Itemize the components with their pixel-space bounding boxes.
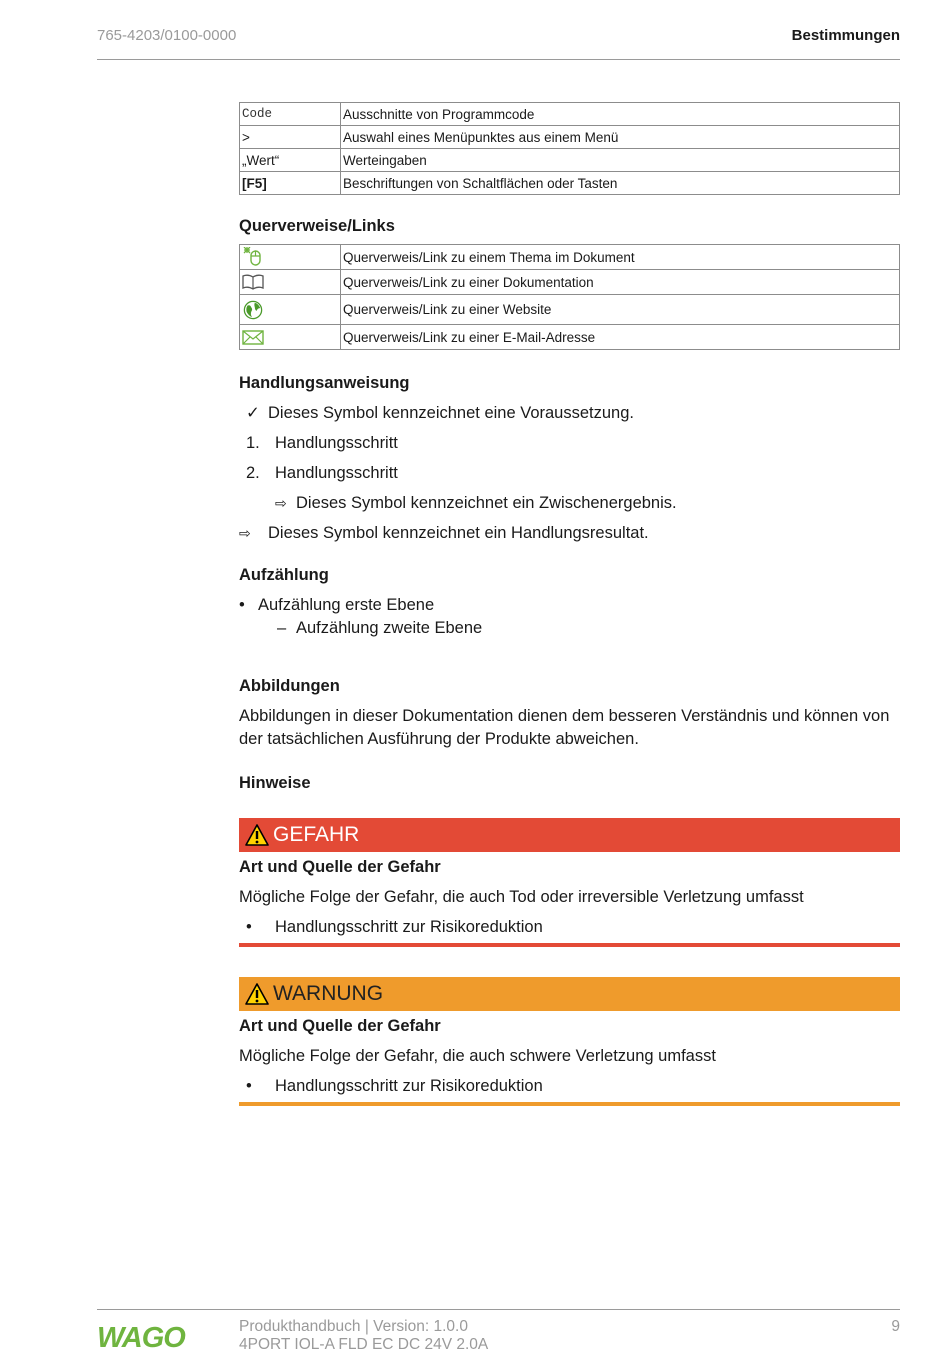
main-content [239,102,900,1106]
envelope-icon [242,327,264,347]
table-cell-description: Ausschnitte von Programmcode [341,103,900,126]
wago-logo [97,1322,195,1357]
danger-title: Art und Quelle der Gefahr [239,858,441,876]
links-table [239,244,900,350]
document-id: 765-4203/0100-0000 [97,27,237,44]
enumeration-heading: Aufzählung [239,566,329,584]
book-icon [242,272,264,292]
chapter-title: Bestimmungen [791,27,900,44]
table-row [240,295,900,325]
warning-measure-item: • Handlungsschritt zur Risikoreduktion [239,1075,900,1102]
table-row [240,126,900,149]
danger-measure-item: • Handlungsschritt zur Risikoreduktion [239,916,900,943]
list-item-level2: – Aufzählung zweite Ebene [239,617,900,640]
page-number: 9 [891,1318,900,1335]
instructions-heading: Handlungsanweisung [239,374,410,392]
footer-divider [97,1309,900,1310]
links-heading: Querverweise/Links [239,217,395,235]
precondition-item: ✓ Dieses Symbol kennzeichnet eine Voraussetzung. [239,402,900,432]
warning-title: Art und Quelle der Gefahr [239,1017,441,1035]
table-cell-term: Code [240,103,341,126]
bullet: • [246,1077,252,1095]
arrow-right-icon: ⇨ [275,495,287,511]
warning-triangle-icon [245,983,269,1005]
table-row [240,149,900,172]
page-header [97,27,900,60]
warning-notice-bar [239,977,900,1011]
warning-triangle-icon [245,824,269,846]
figures-text: Abbildungen in dieser Dokumentation dienen dem besseren Verständnis und können von der tatsächlichen Ausführung der Produkte abweichen. [239,707,890,748]
table-cell-description: Querverweis/Link zu einer Website [341,295,900,325]
format-conventions-table [239,102,900,195]
table-row [240,270,900,295]
arrow-right-icon: ⇨ [239,525,251,541]
danger-consequence: Mögliche Folge der Gefahr, die auch Tod oder irreversible Verletzung umfasst [239,888,804,906]
warning-label: WARNUNG [273,982,384,1005]
table-cell-term: [F5] [240,172,341,195]
danger-notice-bar [239,818,900,852]
result-item: ⇨ Dieses Symbol kennzeichnet ein Handlungsresultat. [239,522,900,552]
table-cell-term: > [240,126,341,149]
globe-icon [242,300,264,320]
step-item: 1. Handlungsschritt [246,434,398,452]
table-cell-description: Querverweis/Link zu einer Dokumentation [341,270,900,295]
table-cell-description: Auswahl eines Menüpunktes aus einem Menü [341,126,900,149]
bullet: • [239,596,245,614]
danger-bottom-rule [239,943,900,947]
manual-version: Produkthandbuch | Version: 1.0.0 [239,1318,468,1335]
figures-heading: Abbildungen [239,677,340,695]
list-item: • Aufzählung erste Ebene [239,594,900,617]
table-cell-description: Beschriftungen von Schaltflächen oder Tasten [341,172,900,195]
table-cell-description: Querverweis/Link zu einem Thema im Dokument [341,245,900,270]
notes-heading: Hinweise [239,774,311,792]
checkmark-icon: ✓ [246,404,260,422]
table-row [240,245,900,270]
table-cell-description: Querverweis/Link zu einer E-Mail-Adresse [341,325,900,350]
danger-label: GEFAHR [273,823,360,846]
table-row [240,172,900,195]
intermediate-result-item: ⇨ Dieses Symbol kennzeichnet ein Zwischenergebnis. [239,492,900,522]
warning-consequence: Mögliche Folge der Gefahr, die auch schwere Verletzung umfasst [239,1047,716,1065]
table-cell-description: Werteingaben [341,149,900,172]
bullet: • [246,918,252,936]
svg-text:WAGO: WAGO [97,1322,185,1352]
step-item: 2. Handlungsschritt [246,464,398,482]
footer-info [239,1318,488,1354]
table-cell-term: „Wert“ [240,149,341,172]
product-name: 4PORT IOL-A FLD EC DC 24V 2.0A [239,1336,489,1353]
wago-logo-graphic [97,1322,195,1352]
table-row [240,103,900,126]
table-row [240,325,900,350]
mouse-icon [242,247,264,267]
warning-bottom-rule [239,1102,900,1106]
dash-bullet: – [277,619,287,637]
